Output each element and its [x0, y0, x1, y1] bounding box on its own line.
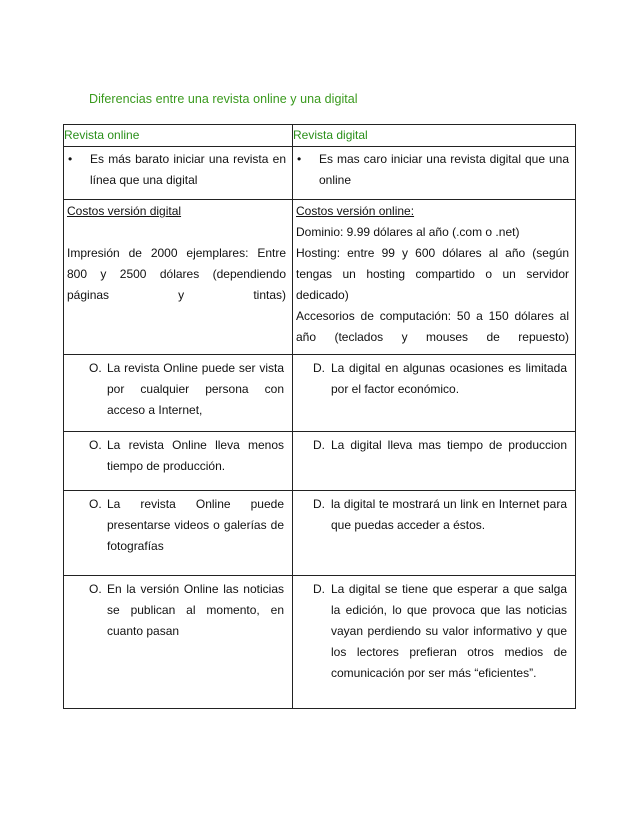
- online-marker: O.: [89, 361, 102, 375]
- table-header-row: [64, 125, 576, 147]
- digital-marker: D.: [313, 438, 325, 452]
- cost-domain: Dominio: 9.99 dólares al año (.com o .net): [296, 225, 520, 239]
- online-marker: O.: [89, 582, 102, 596]
- online-point: La revista Online puede ser vista por cualquier persona con acceso a Internet,: [107, 361, 284, 417]
- digital-marker: D.: [313, 497, 325, 511]
- online-point: En la versión Online las noticias se publican al momento, en cuanto pasan: [107, 582, 284, 638]
- cost-digital-text: Impresión de 2000 ejemplares: Entre 800 y 2500 dólares (dependiendo páginas y tintas): [67, 246, 286, 302]
- cost-digital-heading: Costos versión digital: [67, 204, 182, 218]
- comparison-row: [64, 355, 576, 432]
- page-title: Diferencias entre una revista online y una digital: [89, 92, 358, 106]
- digital-point: la digital te mostrará un link en Internet para que puedas acceder a éstos.: [331, 497, 567, 532]
- bullet-marker: •: [68, 152, 73, 166]
- comparison-table: [63, 124, 576, 709]
- cost-hosting: Hosting: entre 99 y 600 dólares al año (según tengas un hosting compartido o un servidor dedicado): [296, 246, 569, 302]
- digital-point: La digital se tiene que esperar a que salga la edición, lo que provoca que las noticias vayan perdiendo su valor informativo y que los lectores prefieran otros medios de comunicación por ser más “eficientes”.: [331, 582, 567, 680]
- online-marker: O.: [89, 497, 102, 511]
- cost-accessories: Accesorios de computación: 50 a 150 dólares al año (teclados y mouses de repuesto): [296, 309, 569, 344]
- intro-online-text: Es más barato iniciar una revista en línea que una digital: [90, 152, 286, 187]
- digital-point: La digital en algunas ocasiones es limitada por el factor económico.: [331, 361, 567, 396]
- header-digital: Revista digital: [293, 125, 576, 147]
- bullet-marker: •: [297, 152, 302, 166]
- header-online: Revista online: [64, 125, 293, 147]
- comparison-row: [64, 432, 576, 491]
- digital-marker: D.: [313, 361, 325, 375]
- digital-marker: D.: [313, 582, 325, 596]
- digital-point: La digital lleva mas tiempo de produccion: [331, 438, 567, 452]
- online-point: La revista Online lleva menos tiempo de producción.: [107, 438, 284, 473]
- online-marker: O.: [89, 438, 102, 452]
- cost-online-heading: Costos versión online:: [296, 204, 415, 218]
- online-point: La revista Online puede presentarse videos o galerías de fotografías: [107, 497, 284, 553]
- comparison-row: [64, 491, 576, 576]
- intro-row: [64, 147, 576, 200]
- intro-digital-text: Es mas caro iniciar una revista digital que una online: [319, 152, 569, 187]
- comparison-row: [64, 576, 576, 709]
- costs-row: [64, 200, 576, 355]
